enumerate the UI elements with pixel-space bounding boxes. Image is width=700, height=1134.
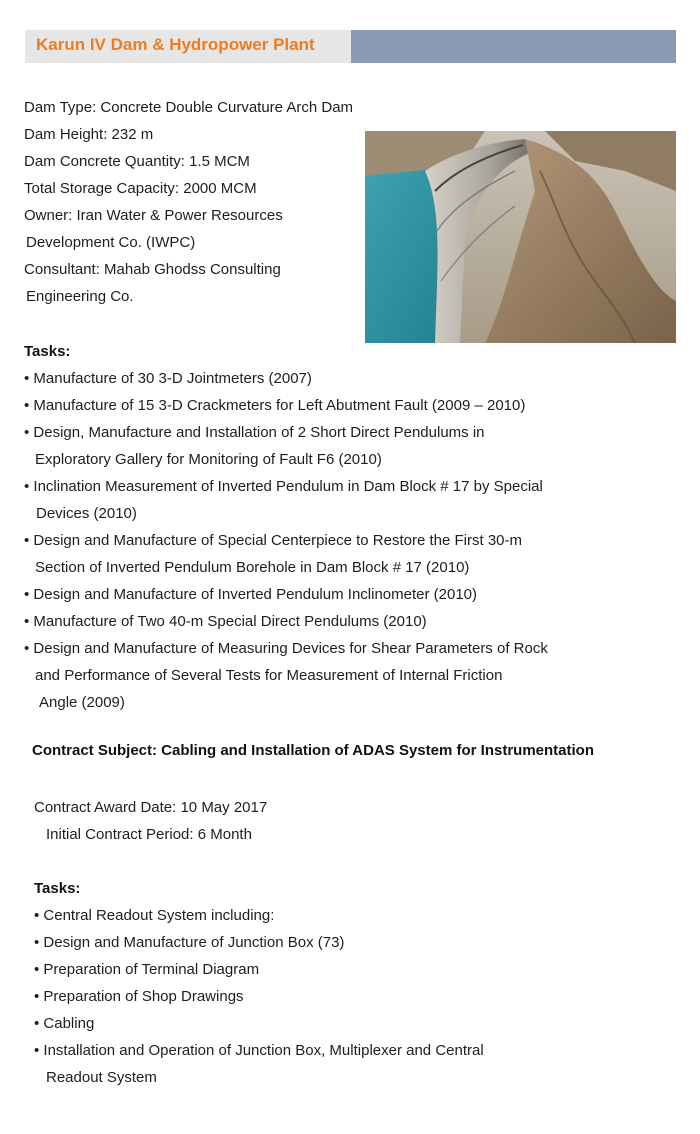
list-item: • Manufacture of Two 40-m Special Direct Pendulums (2010): [24, 613, 427, 630]
concrete-quantity: Dam Concrete Quantity: 1.5 MCM: [24, 153, 250, 170]
tasks-heading-2: Tasks:: [34, 880, 81, 897]
dam-type: Dam Type: Concrete Double Curvature Arch Dam: [24, 99, 354, 116]
list-item-continuation: Section of Inverted Pendulum Borehole in Dam Block # 17 (2010): [35, 559, 470, 576]
list-item: • Preparation of Shop Drawings: [34, 988, 244, 1005]
list-item: • Inclination Measurement of Inverted Pendulum in Dam Block # 17 by Special: [24, 478, 543, 495]
consultant-line-2: Engineering Co.: [26, 288, 134, 305]
list-item-continuation: Angle (2009): [39, 694, 125, 711]
owner-line-2: Development Co. (IWPC): [26, 234, 196, 251]
list-item: • Design and Manufacture of Junction Box (73): [34, 934, 345, 951]
list-item-continuation: Devices (2010): [36, 505, 137, 522]
section-header: [25, 30, 676, 63]
list-item: • Design and Manufacture of Inverted Pendulum Inclinometer (2010): [24, 586, 478, 603]
owner-line-1: Owner: Iran Water & Power Resources: [24, 207, 283, 224]
list-item: • Preparation of Terminal Diagram: [34, 961, 260, 978]
dam-photo: [365, 131, 676, 343]
list-item: • Central Readout System including:: [34, 907, 275, 924]
contract-subject: Contract Subject: Cabling and Installation of ADAS System for Instrumentation: [32, 742, 594, 759]
header-title-box: [25, 30, 351, 63]
list-item: • Manufacture of 30 3-D Jointmeters (2007): [24, 370, 312, 387]
list-item-continuation: Readout System: [46, 1069, 157, 1086]
tasks-heading: Tasks:: [24, 343, 71, 360]
list-item: • Design and Manufacture of Special Centerpiece to Restore the First 30-m: [24, 532, 522, 549]
page-title: Karun IV Dam & Hydropower Plant: [36, 35, 315, 54]
list-item: • Installation and Operation of Junction Box, Multiplexer and Central: [34, 1042, 484, 1059]
list-item-continuation: and Performance of Several Tests for Measurement of Internal Friction: [35, 667, 503, 684]
list-item: • Cabling: [34, 1015, 95, 1032]
list-item: • Manufacture of 15 3-D Crackmeters for Left Abutment Fault (2009 – 2010): [24, 397, 526, 414]
contract-period: Initial Contract Period: 6 Month: [46, 826, 252, 843]
list-item: • Design and Manufacture of Measuring Devices for Shear Parameters of Rock: [24, 640, 548, 657]
storage-capacity: Total Storage Capacity: 2000 MCM: [24, 180, 257, 197]
contract-award-date: Contract Award Date: 10 May 2017: [34, 799, 268, 816]
dam-height: Dam Height: 232 m: [24, 126, 154, 143]
list-item: • Design, Manufacture and Installation of 2 Short Direct Pendulums in: [24, 424, 485, 441]
dam-photo-image: [365, 131, 676, 343]
list-item-continuation: Exploratory Gallery for Monitoring of Fault F6 (2010): [35, 451, 382, 468]
consultant-line-1: Consultant: Mahab Ghodss Consulting: [24, 261, 281, 278]
